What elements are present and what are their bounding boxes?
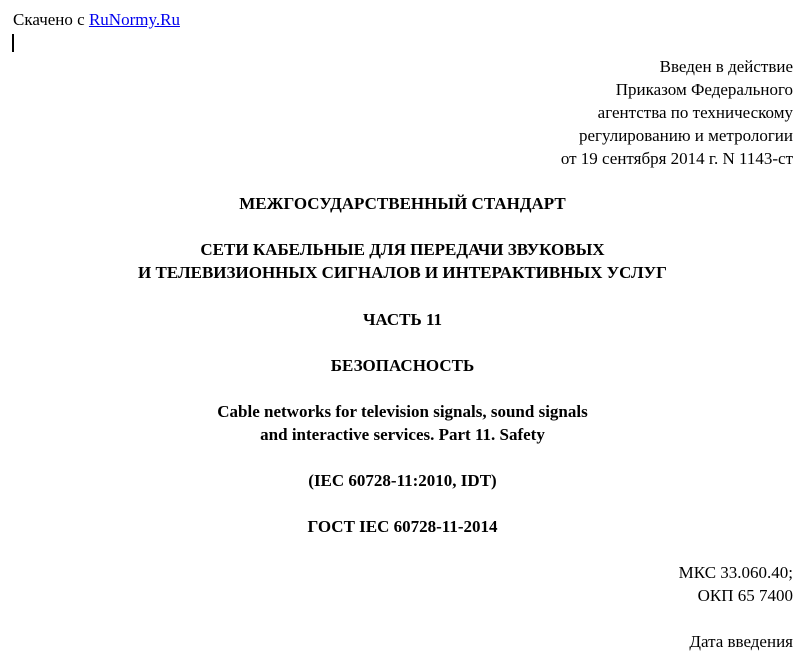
standard-type-heading <box>0 192 799 215</box>
standard-type-text: МЕЖГОСУДАРСТВЕННЫЙ СТАНДАРТ <box>239 194 566 213</box>
approval-line: Введен в действие <box>659 57 793 76</box>
intro-date-label: Дата введения <box>689 632 793 651</box>
gost-number <box>0 515 799 538</box>
english-title-line: and interactive services. Part 11. Safety <box>260 425 545 444</box>
subject-heading <box>0 354 799 377</box>
gost-number-text: ГОСТ IEC 60728-11-2014 <box>307 517 498 536</box>
approval-line: Приказом Федерального <box>615 80 793 99</box>
subject-text: БЕЗОПАСНОСТЬ <box>330 356 475 375</box>
approval-line: агентства по техническому <box>597 103 793 122</box>
document-title-line: СЕТИ КАБЕЛЬНЫЕ ДЛЯ ПЕРЕДАЧИ ЗВУКОВЫХ <box>200 240 605 259</box>
download-source-line <box>13 8 180 31</box>
approval-block <box>561 55 793 170</box>
approval-line: от 19 сентября 2014 г. N 1143-ст <box>560 149 793 168</box>
approval-line: регулированию и метрологии <box>578 126 793 145</box>
mks-code: МКС 33.060.40; <box>678 563 793 582</box>
text-cursor <box>12 34 14 52</box>
download-prefix-text: Скачено с <box>13 10 89 29</box>
english-title <box>0 400 799 446</box>
classification-codes <box>679 561 793 607</box>
iec-reference-text: (IEC 60728-11:2010, IDT) <box>308 471 497 490</box>
part-text: ЧАСТЬ 11 <box>362 310 443 329</box>
iec-reference <box>0 469 799 492</box>
runormy-link[interactable]: RuNormy.Ru <box>88 10 180 29</box>
document-title <box>0 238 799 284</box>
document-title-line: И ТЕЛЕВИЗИОННЫХ СИГНАЛОВ И ИНТЕРАКТИВНЫХ УСЛУГ <box>138 263 667 282</box>
part-heading <box>0 308 799 331</box>
english-title-line: Cable networks for television signals, sound signals <box>217 402 588 421</box>
okp-code: ОКП 65 7400 <box>697 586 793 605</box>
